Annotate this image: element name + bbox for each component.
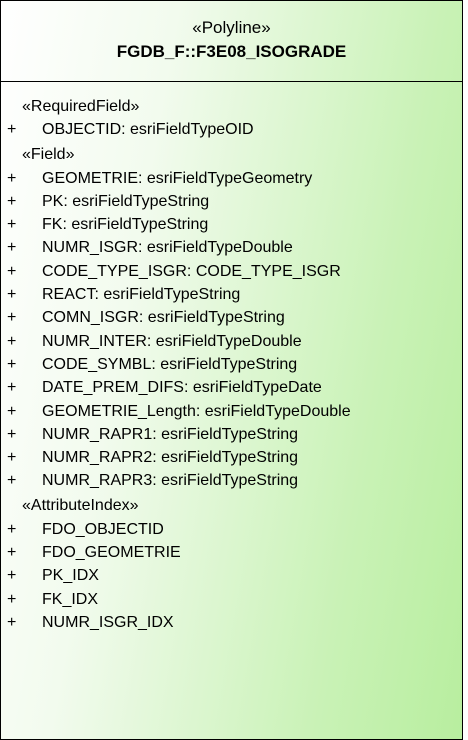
attribute-text: FK: esriFieldTypeString — [42, 216, 209, 234]
visibility-marker: + — [7, 520, 17, 538]
class-attributes-compartment — [1, 82, 462, 633]
attribute-text: OBJECTID: esriFieldTypeOID — [42, 121, 254, 139]
attribute-text: CODE_SYMBL: esriFieldTypeString — [42, 355, 298, 373]
attribute-text: REACT: esriFieldTypeString — [42, 286, 241, 304]
attribute-row[interactable] — [1, 520, 462, 540]
attribute-text: FK_IDX — [42, 590, 99, 608]
attribute-row[interactable] — [1, 448, 462, 468]
attribute-row[interactable] — [1, 613, 462, 633]
attribute-row[interactable] — [1, 566, 462, 586]
attribute-row[interactable] — [1, 402, 462, 422]
visibility-marker: + — [7, 567, 17, 585]
visibility-marker: + — [7, 425, 17, 443]
attribute-text: GEOMETRIE_Length: esriFieldTypeDouble — [42, 402, 351, 420]
class-stereotype: «Polyline» — [192, 18, 271, 37]
attribute-row[interactable] — [1, 215, 462, 235]
visibility-marker: + — [7, 216, 17, 234]
attribute-text: NUMR_INTER: esriFieldTypeDouble — [42, 332, 302, 350]
attribute-row[interactable] — [1, 355, 462, 375]
attribute-text: FDO_GEOMETRIE — [42, 544, 181, 562]
attribute-row[interactable] — [1, 308, 462, 328]
attribute-text: FDO_OBJECTID — [42, 520, 164, 538]
attribute-row[interactable] — [1, 378, 462, 398]
visibility-marker: + — [7, 402, 17, 420]
visibility-marker: + — [7, 309, 17, 327]
group-stereotype-label: «Field» — [22, 146, 75, 164]
attribute-row[interactable] — [1, 238, 462, 258]
attribute-text: GEOMETRIE: esriFieldTypeGeometry — [42, 169, 313, 187]
attribute-row[interactable] — [1, 285, 462, 305]
attribute-text: DATE_PREM_DIFS: esriFieldTypeDate — [42, 379, 322, 397]
visibility-marker: + — [7, 379, 17, 397]
visibility-marker: + — [7, 169, 17, 187]
attribute-text: NUMR_RAPR2: esriFieldTypeString — [42, 449, 299, 467]
class-header — [1, 1, 462, 82]
visibility-marker: + — [7, 590, 17, 608]
visibility-marker: + — [7, 286, 17, 304]
attribute-row[interactable] — [1, 471, 462, 491]
visibility-marker: + — [7, 192, 17, 210]
visibility-marker: + — [7, 262, 17, 280]
group-stereotype-label: «AttributeIndex» — [22, 497, 139, 515]
attribute-text: NUMR_RAPR1: esriFieldTypeString — [42, 425, 299, 443]
attribute-text: CODE_TYPE_ISGR: CODE_TYPE_ISGR — [42, 262, 341, 280]
attribute-text: NUMR_ISGR: esriFieldTypeDouble — [42, 239, 293, 257]
attribute-row[interactable] — [1, 169, 462, 189]
attribute-row[interactable] — [1, 543, 462, 563]
attribute-row[interactable] — [1, 262, 462, 282]
visibility-marker: + — [7, 544, 17, 562]
attribute-row[interactable] — [1, 590, 462, 610]
visibility-marker: + — [7, 449, 17, 467]
attribute-text: NUMR_ISGR_IDX — [42, 613, 174, 631]
visibility-marker: + — [7, 472, 17, 490]
visibility-marker: + — [7, 121, 17, 139]
attribute-row[interactable] — [1, 120, 462, 140]
attribute-text: PK: esriFieldTypeString — [42, 192, 210, 210]
visibility-marker: + — [7, 355, 17, 373]
visibility-marker: + — [7, 613, 17, 631]
attribute-row[interactable] — [1, 332, 462, 352]
attribute-row[interactable] — [1, 192, 462, 212]
class-name: FGDB_F::F3E08_ISOGRADE — [116, 42, 347, 61]
attribute-text: COMN_ISGR: esriFieldTypeString — [42, 309, 285, 327]
attribute-row[interactable] — [1, 425, 462, 445]
attribute-text: PK_IDX — [42, 567, 99, 585]
visibility-marker: + — [7, 239, 17, 257]
attribute-text: NUMR_RAPR3: esriFieldTypeString — [42, 472, 299, 490]
visibility-marker: + — [7, 332, 17, 350]
group-stereotype-label: «RequiredField» — [22, 98, 140, 115]
